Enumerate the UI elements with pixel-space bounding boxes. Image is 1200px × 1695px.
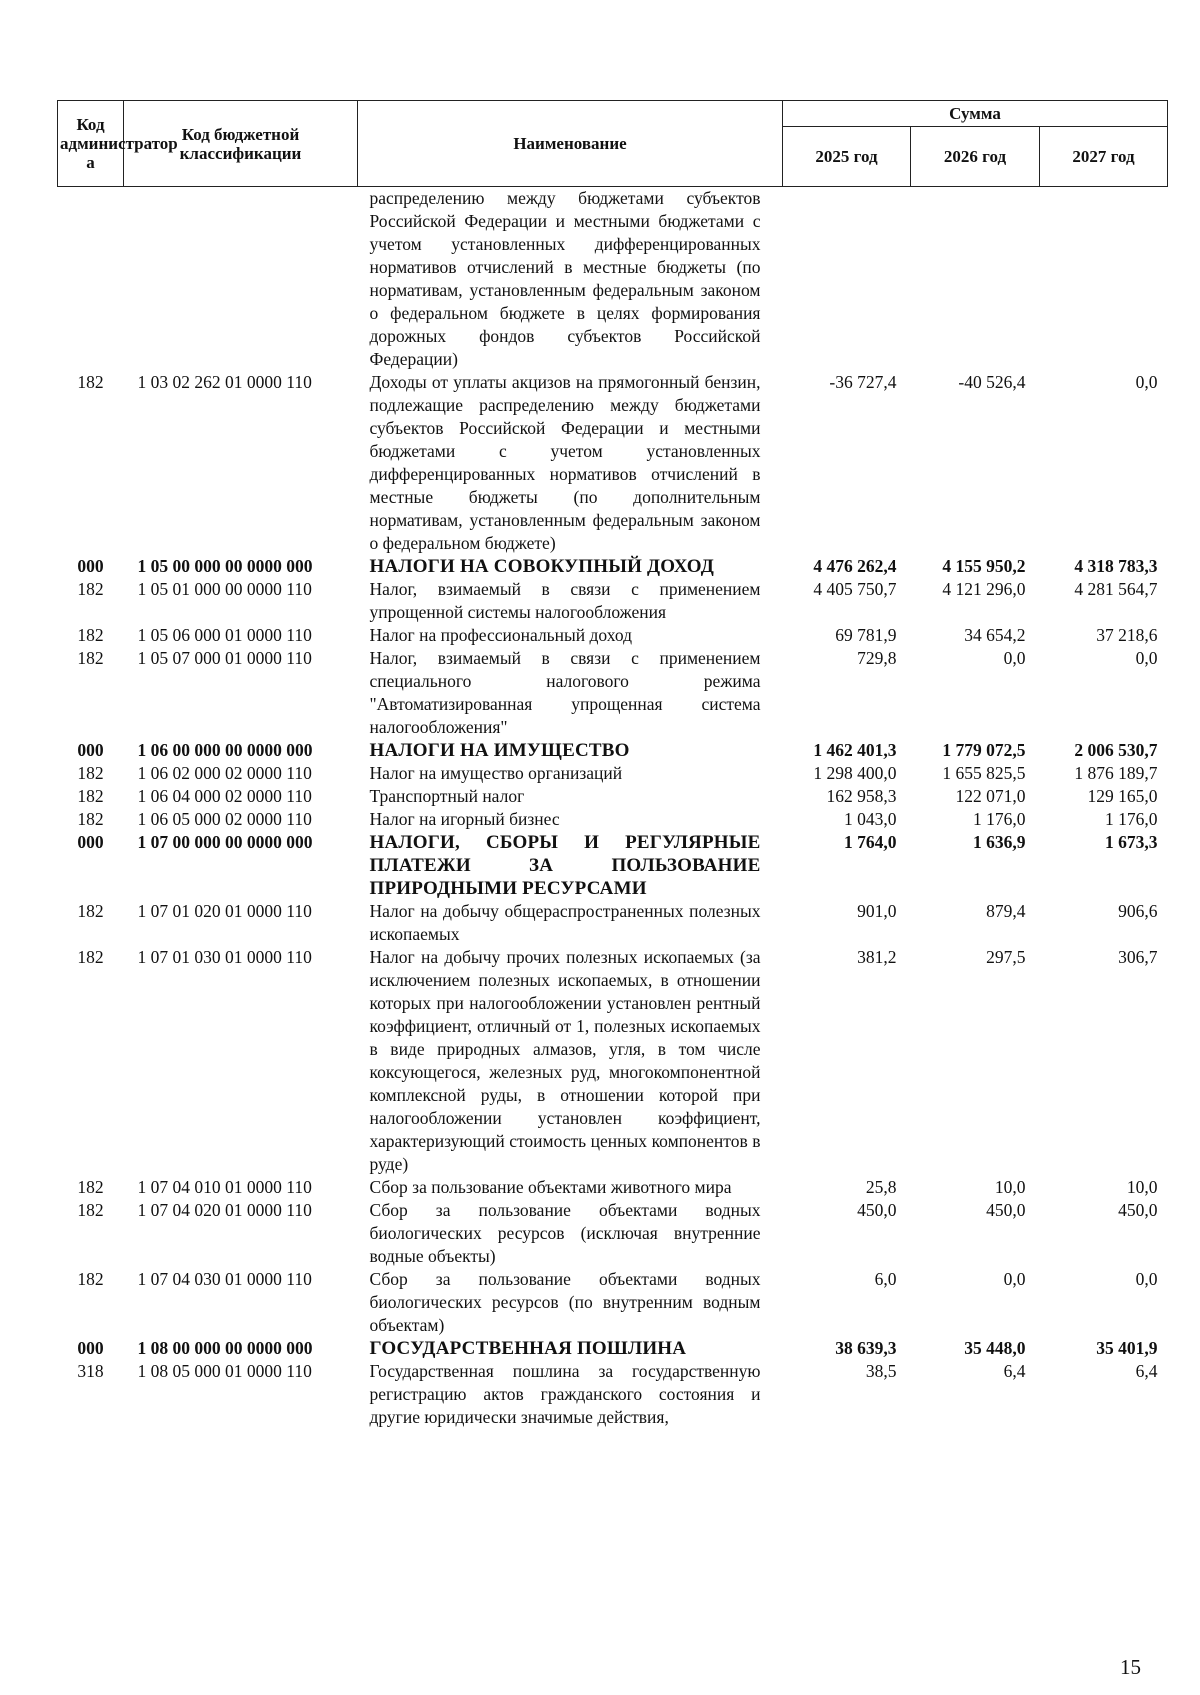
amount-2026-cell: 4 155 950,2 — [942, 556, 1026, 576]
amount-2026-cell: 297,5 — [986, 947, 1026, 967]
budget-code-cell: 1 06 05 000 02 0000 110 — [137, 809, 312, 829]
amount-2025-cell: 381,2 — [857, 947, 897, 967]
admin-code-cell: 182 — [77, 372, 104, 392]
page-number: 15 — [1120, 1655, 1141, 1679]
amount-2027-cell: 306,7 — [1118, 947, 1158, 967]
admin-code-cell: 182 — [77, 579, 104, 599]
amount-2025-cell: 25,8 — [865, 1177, 897, 1197]
table-row — [58, 1337, 1168, 1360]
admin-code-cell: 182 — [77, 809, 104, 829]
table-row — [58, 187, 1168, 372]
budget-code-cell: 1 06 00 000 00 0000 000 — [137, 740, 313, 760]
table-row — [58, 946, 1168, 1176]
amount-2026-cell: 0,0 — [1003, 648, 1026, 668]
amount-2027-cell: 6,4 — [1135, 1361, 1158, 1381]
name-cell: Налог на имущество организаций — [369, 763, 623, 783]
table-row — [58, 1360, 1168, 1429]
name-cell: Государственная пошлина за государственную регистрацию актов гражданского состояния и другие юридически значимые действия, — [369, 1361, 761, 1427]
amount-2026-cell: 1 779 072,5 — [942, 740, 1026, 760]
amount-2027-cell: 0,0 — [1135, 648, 1158, 668]
amount-2027-cell: 0,0 — [1135, 1269, 1158, 1289]
amount-2027-cell: 35 401,9 — [1096, 1338, 1158, 1358]
name-cell: НАЛОГИ НА СОВОКУПНЫЙ ДОХОД — [369, 556, 715, 577]
name-cell: Налог, взимаемый в связи с применением специального налогового режима "Автоматизированная упрощенная система налогообложения" — [369, 648, 761, 737]
admin-code-cell: 000 — [77, 556, 104, 576]
amount-2026-cell: 10,0 — [994, 1177, 1026, 1197]
name-cell: ГОСУДАРСТВЕННАЯ ПОШЛИНА — [369, 1338, 687, 1359]
amount-2025-cell: 38 639,3 — [835, 1338, 897, 1358]
amount-2026-cell: 879,4 — [986, 901, 1026, 921]
admin-code-cell: 182 — [77, 1177, 104, 1197]
budget-code-cell: 1 07 04 030 01 0000 110 — [137, 1269, 312, 1289]
amount-2025-cell: 6,0 — [874, 1269, 897, 1289]
amount-2027-cell: 1 876 189,7 — [1074, 763, 1158, 783]
budget-code-cell: 1 08 05 000 01 0000 110 — [137, 1361, 312, 1381]
table-row — [58, 831, 1168, 900]
header-year-2027: 2027 год — [1040, 127, 1168, 187]
budget-code-cell: 1 07 01 020 01 0000 110 — [137, 901, 312, 921]
table-row — [58, 762, 1168, 785]
header-budget-code: Код бюджетной классификации — [124, 101, 358, 187]
amount-2026-cell: 6,4 — [1003, 1361, 1026, 1381]
amount-2027-cell: 4 318 783,3 — [1074, 556, 1158, 576]
amount-2027-cell: 0,0 — [1135, 372, 1158, 392]
amount-2025-cell: 1 462 401,3 — [813, 740, 897, 760]
table-row — [58, 1199, 1168, 1268]
budget-code-cell: 1 07 00 000 00 0000 000 — [137, 832, 313, 852]
budget-code-cell — [124, 187, 358, 372]
amount-2027-cell: 10,0 — [1126, 1177, 1158, 1197]
name-cell: Транспортный налог — [369, 786, 525, 806]
admin-code-cell: 000 — [77, 740, 104, 760]
amount-2027-cell: 4 281 564,7 — [1074, 579, 1158, 599]
name-cell: Налог, взимаемый в связи с применением упрощенной системы налогообложения — [369, 579, 761, 622]
name-cell: Налог на игорный бизнес — [369, 809, 560, 829]
name-cell: НАЛОГИ НА ИМУЩЕСТВО — [369, 740, 630, 761]
table-row — [58, 371, 1168, 555]
amount-2025-cell: 38,5 — [865, 1361, 897, 1381]
budget-code-cell: 1 07 01 030 01 0000 110 — [137, 947, 312, 967]
amount-2027-cell: 37 218,6 — [1096, 625, 1158, 645]
admin-code-cell: 182 — [77, 1269, 104, 1289]
amount-2025-cell: 901,0 — [857, 901, 897, 921]
budget-code-cell: 1 06 04 000 02 0000 110 — [137, 786, 312, 806]
table-row — [58, 624, 1168, 647]
amount-2025-cell: 69 781,9 — [835, 625, 897, 645]
budget-code-cell: 1 05 06 000 01 0000 110 — [137, 625, 312, 645]
admin-code-cell: 182 — [77, 901, 104, 921]
amount-2026-cell: 0,0 — [1003, 1269, 1026, 1289]
budget-code-cell: 1 05 07 000 01 0000 110 — [137, 648, 312, 668]
name-cell: Налог на добычу прочих полезных ископаемых (за исключением полезных ископаемых, в отношении которых при налогообложении установлен рентный коэффициент, отличный от 1, полезных ископаемых в виде природных алмазов, угля, в том числе коксующегося, железных руд, многокомпонентной комплексной руды, в отношении которой при налогообложении установлен коэффициент, характеризующий стоимость ценных компонентов в руде) — [369, 947, 761, 1174]
budget-code-cell: 1 06 02 000 02 0000 110 — [137, 763, 312, 783]
table-row — [58, 785, 1168, 808]
header-year-2025: 2025 год — [783, 127, 911, 187]
table-row — [58, 739, 1168, 762]
amount-2025-cell: 1 043,0 — [844, 809, 897, 829]
budget-revenue-table — [57, 100, 1168, 1429]
amount-2025-cell: 1 298 400,0 — [813, 763, 897, 783]
amount-2026-cell — [911, 187, 1040, 372]
header-name: Наименование — [358, 101, 783, 187]
admin-code-cell: 000 — [77, 832, 104, 852]
amount-2027-cell — [1040, 187, 1168, 372]
name-cell: НАЛОГИ, СБОРЫ И РЕГУЛЯРНЫЕ ПЛАТЕЖИ ЗА ПОЛЬЗОВАНИЕ ПРИРОДНЫМИ РЕСУРСАМИ — [369, 832, 761, 899]
admin-code-cell: 182 — [77, 648, 104, 668]
amount-2026-cell: 35 448,0 — [964, 1338, 1026, 1358]
amount-2026-cell: -40 526,4 — [958, 372, 1026, 392]
table-row — [58, 578, 1168, 624]
admin-code-cell: 182 — [77, 625, 104, 645]
budget-code-cell: 1 05 00 000 00 0000 000 — [137, 556, 313, 576]
table-row — [58, 555, 1168, 578]
admin-code-cell — [58, 187, 124, 372]
name-cell: распределению между бюджетами субъектов Российской Федерации и местными бюджетами с учетом установленных дифференцированных нормативов отчислений в местные бюджеты (по нормативам, установленным федеральным законом о федеральном бюджете в целях формирования дорожных фондов субъектов Российской Федерации) — [369, 188, 761, 369]
header-admin-code: Код администратор а — [58, 101, 124, 187]
budget-code-cell: 1 03 02 262 01 0000 110 — [137, 372, 312, 392]
name-cell: Доходы от уплаты акцизов на прямогонный бензин, подлежащие распределению между бюджетами субъектов Российской Федерации и местными бюджетами с учетом установленных дифференцированных нормативов отчислений в местные бюджеты (по дополнительным нормативам, установленным федеральным законом о федеральном бюджете) — [369, 372, 761, 553]
budget-code-cell: 1 08 00 000 00 0000 000 — [137, 1338, 313, 1358]
admin-code-cell: 182 — [77, 763, 104, 783]
budget-code-cell: 1 05 01 000 00 0000 110 — [137, 579, 312, 599]
amount-2027-cell: 906,6 — [1118, 901, 1158, 921]
amount-2025-cell: 4 476 262,4 — [813, 556, 897, 576]
amount-2025-cell: 1 764,0 — [844, 832, 897, 852]
header-year-2026: 2026 год — [911, 127, 1040, 187]
name-cell: Сбор за пользование объектами животного мира — [369, 1177, 732, 1197]
amount-2026-cell: 450,0 — [986, 1200, 1026, 1220]
name-cell: Налог на профессиональный доход — [369, 625, 632, 645]
amount-2026-cell: 122 071,0 — [955, 786, 1026, 806]
admin-code-cell: 182 — [77, 1200, 104, 1220]
amount-2025-cell: 450,0 — [857, 1200, 897, 1220]
table-row — [58, 900, 1168, 946]
amount-2025-cell: 162 958,3 — [826, 786, 897, 806]
amount-2025-cell: 729,8 — [857, 648, 897, 668]
name-cell: Сбор за пользование объектами водных биологических ресурсов (исключая внутренние водные объекты) — [369, 1200, 761, 1266]
amount-2027-cell: 1 176,0 — [1105, 809, 1158, 829]
admin-code-cell: 000 — [77, 1338, 104, 1358]
amount-2026-cell: 1 636,9 — [973, 832, 1026, 852]
name-cell: Сбор за пользование объектами водных биологических ресурсов (по внутренним водным объектам) — [369, 1269, 761, 1335]
amount-2025-cell: 4 405 750,7 — [813, 579, 897, 599]
header-sum: Сумма — [783, 101, 1168, 127]
table-row — [58, 1268, 1168, 1337]
budget-code-cell: 1 07 04 020 01 0000 110 — [137, 1200, 312, 1220]
amount-2027-cell: 2 006 530,7 — [1074, 740, 1158, 760]
amount-2026-cell: 1 655 825,5 — [942, 763, 1026, 783]
amount-2026-cell: 1 176,0 — [973, 809, 1026, 829]
amount-2026-cell: 34 654,2 — [964, 625, 1026, 645]
table-row — [58, 808, 1168, 831]
admin-code-cell: 318 — [77, 1361, 104, 1381]
amount-2027-cell: 129 165,0 — [1087, 786, 1158, 806]
budget-code-cell: 1 07 04 010 01 0000 110 — [137, 1177, 312, 1197]
budget-table-container — [57, 100, 1167, 1429]
amount-2025-cell — [783, 187, 911, 372]
table-row — [58, 647, 1168, 739]
amount-2027-cell: 1 673,3 — [1105, 832, 1158, 852]
table-row — [58, 1176, 1168, 1199]
amount-2027-cell: 450,0 — [1118, 1200, 1158, 1220]
admin-code-cell: 182 — [77, 786, 104, 806]
admin-code-cell: 182 — [77, 947, 104, 967]
table-header — [58, 101, 1168, 187]
amount-2025-cell: -36 727,4 — [829, 372, 897, 392]
amount-2026-cell: 4 121 296,0 — [942, 579, 1026, 599]
name-cell: Налог на добычу общераспространенных полезных ископаемых — [369, 901, 761, 944]
table-body — [58, 187, 1168, 1430]
